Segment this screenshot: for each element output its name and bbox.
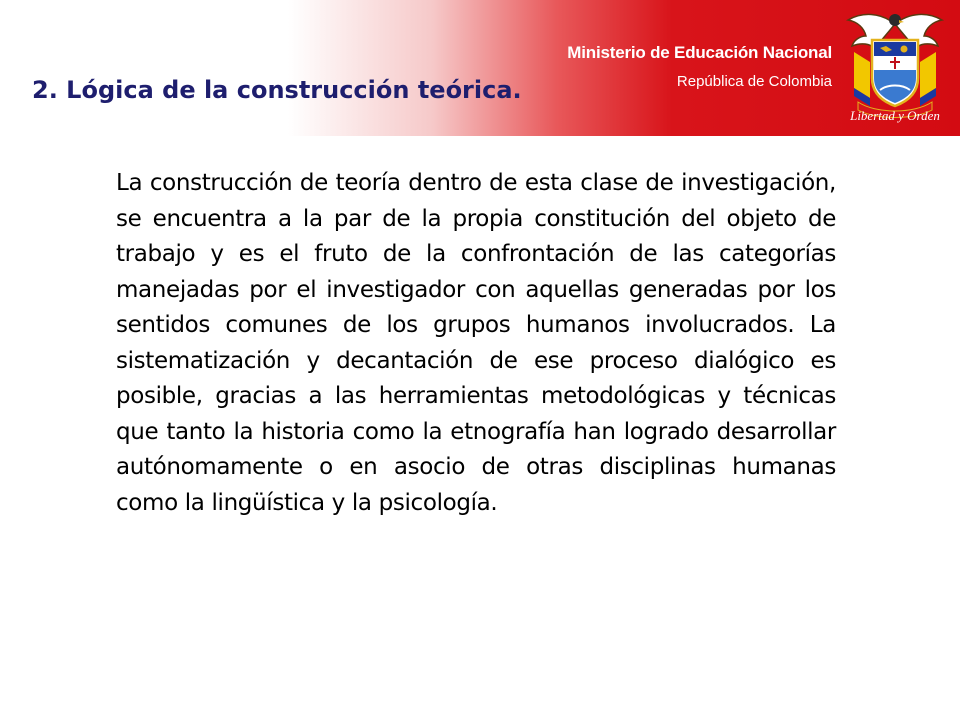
republic-name: República de Colombia [676, 73, 832, 90]
motto-text: Libertad y Orden [850, 108, 940, 123]
slide-title: 2. Lógica de la construcción teórica. [32, 76, 522, 104]
ministry-name: Ministerio de Educación Nacional [567, 43, 832, 62]
header-banner [0, 0, 960, 136]
body-paragraph: La construcción de teoría dentro de esta clase de investigación, se encuentra a la par de la propia constitución del objeto de trabajo y es el fruto de la confrontación de las categorías manejadas por el investigador con aquellas generadas por los sentidos comunes de los grupos humanos involucrados. La sistematización y decantación de ese proceso dialógico es posible, gracias a las herramientas metodológicas y técnicas que tanto la historia como la etnografía han logrado desarrollar autónomamente o en asocio de otras disciplinas humanas como la lingüística y la psicología. [116, 170, 836, 516]
